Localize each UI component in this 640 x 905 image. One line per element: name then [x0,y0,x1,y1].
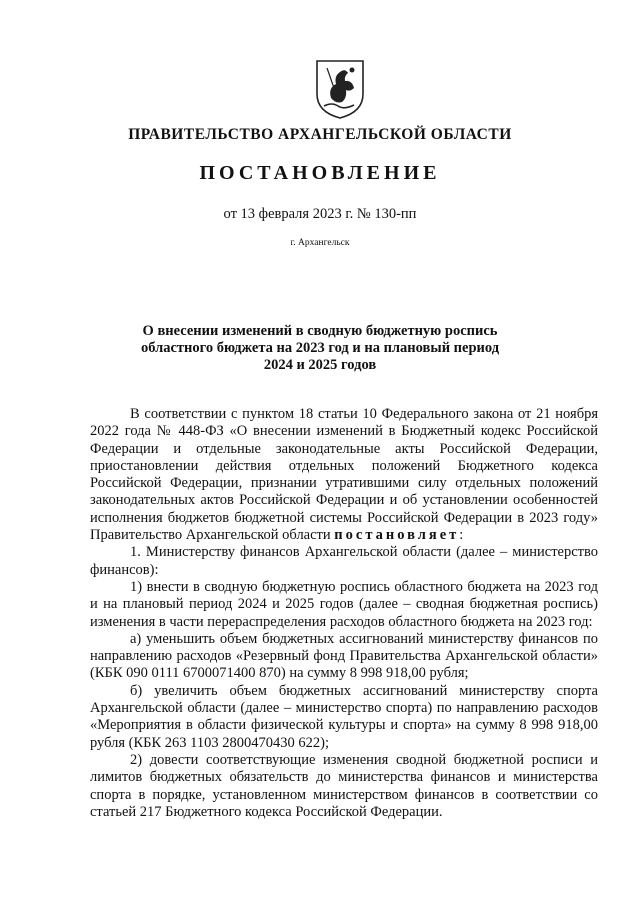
document-body [90,406,598,821]
clause-1-1-b: б) увеличить объем бюджетных ассигнований министерству спорта Архангельской области (далее – министерство спорта) по направлению расходов «Мероприятия в области физической культуры и спорта» на сумму 8 998 918,00 рубля (КБК 263 1103 2800470430 622); [90,682,598,751]
clause-1-2: 2) довести соответствующие изменения сводной бюджетной росписи и лимитов бюджетных обязательств до министерства финансов и министерства спорта в порядке, установленном министерством финансов в соответствии со статьей 217 Бюджетного кодекса Российской Федерации. [90,751,598,820]
subject-line: О внесении изменений в сводную бюджетную роспись [142,323,498,339]
date-and-number: от 13 февраля 2023 г. № 130-пп [223,206,417,222]
document-subject [120,323,520,374]
preamble-colon: : [459,527,464,544]
clause-1: 1. Министерству финансов Архангельской области (далее – министерство финансов): [90,544,598,578]
city: г. Архангельск [290,238,350,248]
subject-line: 2024 и 2025 годов [263,357,377,373]
resolves-word: постановляет [334,527,460,544]
preamble-text: В соответствии с пунктом 18 статьи 10 Федерального закона от 21 ноября 2022 года № 448-ФЗ «О внесении изменений в Бюджетный кодекс Российской Федерации и отдельные законодательные акты Российской Федерации, приостановлении действия отдельных положений Бюджетного кодекса Российской Федерации, признании утратившими силу отдельных положений законодательных актов Российской Федерации и об установлении особенностей исполнения бюджетов бюджетной системы Российской Федерации в 2023 году» Правительство Архангельской области [90,406,598,544]
document-type: ПОСТАНОВЛЕНИЕ [199,162,441,184]
subject-line: областного бюджета на 2023 год и на плановый период [140,340,500,356]
coat-of-arms-icon [314,58,366,120]
government-name: ПРАВИТЕЛЬСТВО АРХАНГЕЛЬСКОЙ ОБЛАСТИ [128,126,512,143]
clause-1-1-a: а) уменьшить объем бюджетных ассигнований министерству финансов по направлению расходов «Резервный фонд Правительства Архангельской области» (КБК 090 0111 6700071400 870) на сумму 8 998 918,00 рубля; [90,630,598,682]
preamble-paragraph [90,406,598,544]
clause-1-1: 1) внести в сводную бюджетную роспись областного бюджета на 2023 год и на плановый период 2024 и 2025 годов (далее – сводная бюджетная роспись) изменения в части перераспределения расходов областного бюджета на 2023 год: [90,578,598,630]
